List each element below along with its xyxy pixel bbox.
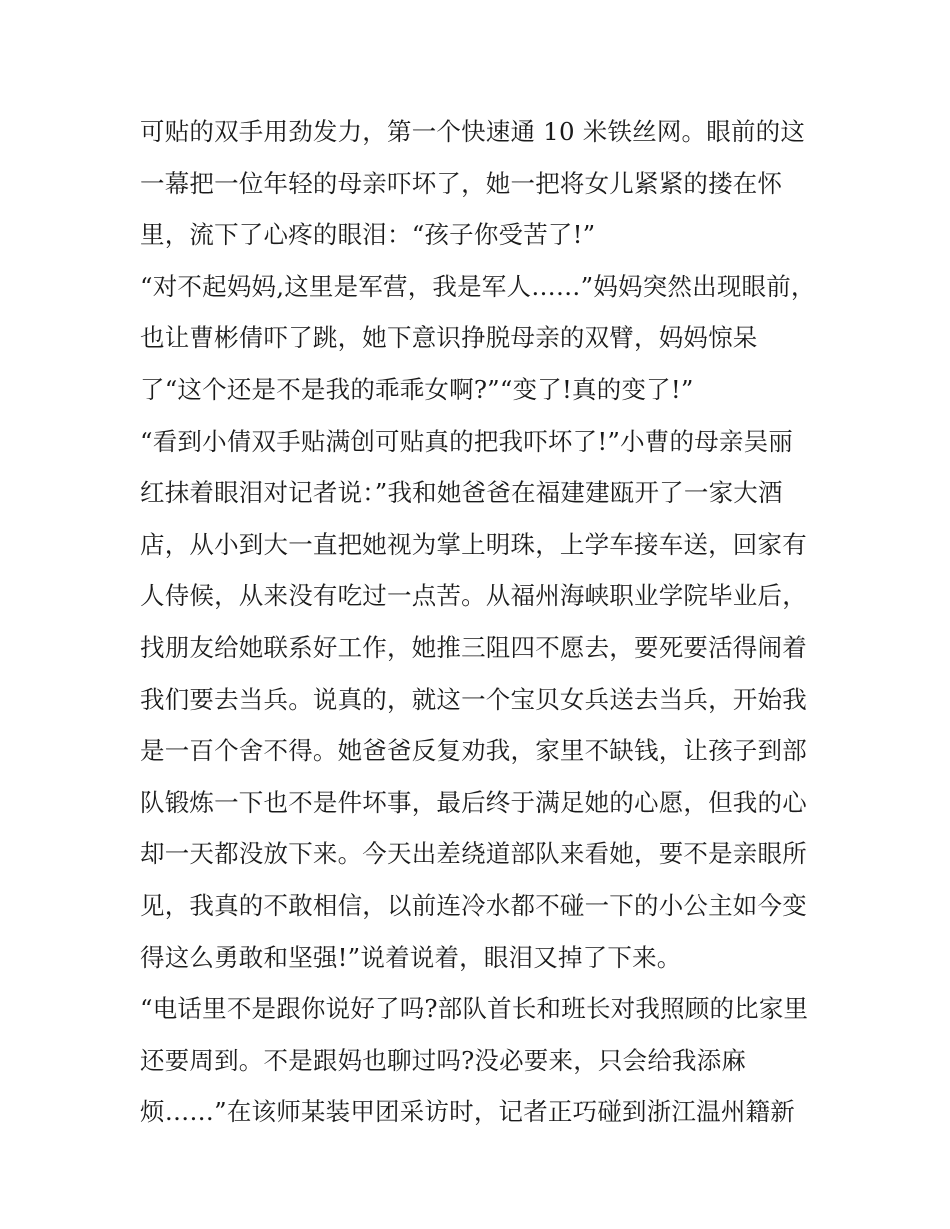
text-line-19: 还要周到。不是跟妈也聊过吗?没必要来，只会给我添麻 (140, 1045, 747, 1075)
text-line-10: 人侍候，从来没有吃过一点苦。从福州海峡职业学院毕业后， (140, 581, 807, 611)
text-line-17: 得这么勇敢和坚强!”说着说着，眼泪又掉了下来。 (140, 942, 682, 972)
text-line-15: 却一天都没放下来。今天出差绕道部队来看她，要不是亲眼所 (140, 839, 807, 869)
text-line-5: 也让曹彬倩吓了跳，她下意识挣脱母亲的双臂，妈妈惊呆 (140, 323, 758, 353)
text-line-6: 了“这个还是不是我的乖乖女啊?”“变了!真的变了!” (140, 374, 694, 404)
text-line-4: “对不起妈妈,这里是军营，我是军人……”妈妈突然出现眼前， (140, 271, 816, 301)
article-body (140, 106, 820, 1138)
text-line-3: 里，流下了心疼的眼泪：“孩子你受苦了!” (140, 220, 596, 250)
text-line-7: “看到小倩双手贴满创可贴真的把我吓坏了!”小曹的母亲吴丽 (140, 426, 793, 456)
text-line-18: “电话里不是跟你说好了吗?部队首长和班长对我照顾的比家里 (140, 994, 809, 1024)
text-line-13: 是一百个舍不得。她爸爸反复劝我，家里不缺钱，让孩子到部 (140, 736, 807, 766)
text-line-16: 见，我真的不敢相信，以前连冷水都不碰一下的小公主如今变 (140, 890, 807, 920)
text-line-12: 我们要去当兵。说真的，就这一个宝贝女兵送去当兵，开始我 (140, 684, 807, 714)
text-line-9: 店，从小到大一直把她视为掌上明珠，上学车接车送，回家有 (140, 529, 807, 559)
text-line-1: 可贴的双手用劲发力，第一个快速通 10 米铁丝网。眼前的这 (140, 117, 806, 146)
text-line-8: 红抹着眼泪对记者说：”我和她爸爸在福建建瓯开了一家大酒 (140, 478, 783, 508)
text-line-11: 找朋友给她联系好工作，她推三阻四不愿去，要死要活得闹着 (140, 632, 807, 662)
text-line-2: 一幕把一位年轻的母亲吓坏了，她一把将女儿紧紧的搂在怀 (140, 168, 783, 198)
text-line-14: 队锻炼一下也不是件坏事，最后终于满足她的心愿，但我的心 (140, 787, 807, 817)
text-line-20: 烦……”在该师某装甲团采访时，记者正巧碰到浙江温州籍新 (140, 1097, 795, 1127)
